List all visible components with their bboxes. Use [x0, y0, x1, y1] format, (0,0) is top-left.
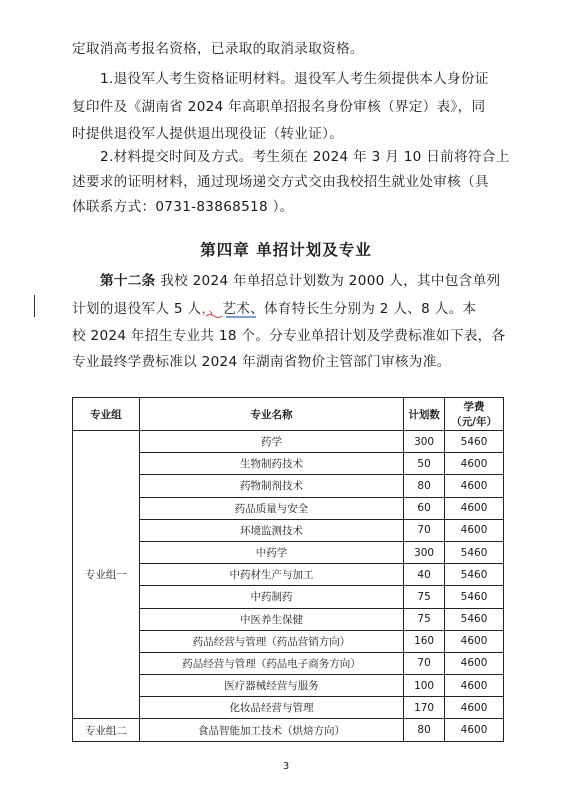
article-line-3: 校 2024 年招生专业共 18 个。分专业单招计划及学费标准如下表，各 — [72, 328, 506, 344]
fee-cell: 4600 — [445, 697, 504, 719]
header-plan: 计划数 — [404, 398, 445, 431]
article-label: 第十二条 — [100, 273, 156, 289]
plan-cell: 70 — [404, 652, 445, 674]
header-major: 专业名称 — [139, 398, 403, 431]
fee-cell: 5460 — [445, 541, 504, 563]
paragraph-line: 2.材料提交时间及方式。考生须在 2024 年 3 月 10 日前将符合上 — [100, 149, 510, 165]
fee-cell: 5460 — [445, 586, 504, 608]
revision-marks[interactable]: ，、 — [201, 301, 223, 317]
fee-cell: 5460 — [445, 564, 504, 586]
tracked-change-underline — [204, 303, 260, 319]
table-header-row — [73, 398, 504, 431]
major-cell: 药品经营与管理（药品电子商务方向） — [139, 652, 403, 674]
fee-cell: 4600 — [445, 475, 504, 497]
major-cell: 化妆品经营与管理 — [139, 697, 403, 719]
plan-cell: 60 — [404, 497, 445, 519]
major-cell: 药物制剂技术 — [139, 475, 403, 497]
fee-cell: 4600 — [445, 719, 504, 741]
plan-cell: 300 — [404, 431, 445, 453]
page-number: 3 — [282, 761, 290, 772]
fee-cell: 4600 — [445, 519, 504, 541]
major-cell: 中药制药 — [139, 586, 403, 608]
plan-cell: 100 — [404, 675, 445, 697]
table-row — [73, 431, 504, 453]
major-cell: 医疗器械经营与服务 — [139, 675, 403, 697]
major-cell: 药品质量与安全 — [139, 497, 403, 519]
article-line-4: 专业最终学费标准以 2024 年湖南省物价主管部门审核为准。 — [72, 354, 451, 370]
group-cell: 专业组一 — [73, 431, 140, 719]
fee-cell: 5460 — [445, 431, 504, 453]
major-cell: 环境监测技术 — [139, 519, 403, 541]
major-cell: 中药学 — [139, 541, 403, 563]
fee-cell: 4600 — [445, 497, 504, 519]
plan-cell: 170 — [404, 697, 445, 719]
fee-cell: 5460 — [445, 608, 504, 630]
paragraph-line: 定取消高考报名资格，已录取的取消录取资格。 — [72, 41, 364, 57]
article-text: 我校 2024 年单招总计划数为 2000 人，其中包含单列 — [155, 273, 501, 289]
plan-cell: 300 — [404, 541, 445, 563]
header-fee-line2: （元/年） — [451, 416, 497, 428]
paragraph-line: 时提供退役军人提供退出现役证（转业证）。 — [72, 126, 344, 142]
paragraph-line: 体联系方式：0731-83868518 ）。 — [72, 199, 294, 215]
major-cell: 中药材生产与加工 — [139, 564, 403, 586]
plan-cell: 75 — [404, 608, 445, 630]
fee-cell: 4600 — [445, 630, 504, 652]
enrollment-table — [72, 397, 504, 742]
plan-cell: 160 — [404, 630, 445, 652]
paragraph-line: 述要求的证明材料，通过现场递交方式交由我校招生就业处审核（具 — [72, 174, 489, 190]
text-cursor — [34, 295, 35, 317]
major-cell: 药学 — [139, 431, 403, 453]
table-body — [73, 431, 504, 742]
header-fee — [445, 398, 504, 431]
article-text: 艺术、体育特长生分别为 2 人、8 人。本 — [222, 301, 477, 317]
article-text: 计划的退役军人 5 人 — [72, 301, 202, 317]
plan-cell: 75 — [404, 586, 445, 608]
plan-cell: 40 — [404, 564, 445, 586]
paragraph-line: 1.退役军人考生资格证明材料。退役军人考生须提供本人身份证 — [100, 71, 489, 87]
paragraph-line: 复印件及《湖南省 2024 年高职单招报名身份审核（界定）表》，同 — [72, 99, 486, 115]
fee-cell: 4600 — [445, 675, 504, 697]
major-cell: 食品智能加工技术（烘焙方向） — [139, 719, 403, 741]
article-line-2 — [72, 300, 504, 318]
header-group: 专业组 — [73, 398, 140, 431]
fee-cell: 4600 — [445, 652, 504, 674]
plan-cell: 70 — [404, 519, 445, 541]
article-line-1 — [100, 272, 504, 290]
major-cell: 药品经营与管理（药品营销方向） — [139, 630, 403, 652]
group-cell: 专业组二 — [73, 719, 140, 741]
fee-cell: 4600 — [445, 453, 504, 475]
header-fee-line1: 学费 — [463, 401, 485, 413]
major-cell: 生物制药技术 — [139, 453, 403, 475]
major-cell: 中医养生保健 — [139, 608, 403, 630]
plan-cell: 80 — [404, 719, 445, 741]
chapter-heading: 第四章 单招计划及专业 — [200, 241, 372, 259]
plan-cell: 80 — [404, 475, 445, 497]
plan-cell: 50 — [404, 453, 445, 475]
table-row — [73, 719, 504, 741]
